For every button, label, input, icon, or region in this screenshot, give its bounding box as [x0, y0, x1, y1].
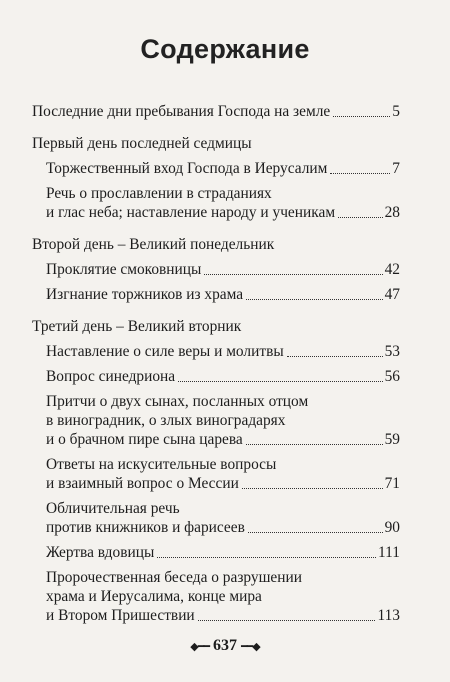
- dot-leader: [338, 217, 383, 218]
- toc-entry-line: и взаимный вопрос о Мессии: [46, 475, 239, 492]
- dot-leader: [333, 116, 390, 117]
- page-title: Содержание: [140, 34, 310, 64]
- toc-section-heading: Первый день последней седмицы: [32, 135, 252, 152]
- toc-entry-line: против книжников и фарисеев: [46, 519, 245, 536]
- toc-page-number: 28: [384, 204, 400, 221]
- toc-page-number: 59: [384, 431, 400, 448]
- toc-page-number: 5: [392, 103, 400, 120]
- dot-leader: [157, 557, 376, 558]
- toc-entry-line: в виноградник, о злых виноградарях: [46, 412, 286, 429]
- ornament-left-icon: ◆━━: [190, 640, 209, 653]
- toc-page-number: 42: [384, 261, 400, 278]
- toc-entry-line: Изгнание торжников из храма: [46, 286, 244, 303]
- page-number: 637: [213, 637, 237, 654]
- dot-leader: [242, 488, 383, 489]
- toc-entry-line: Вопрос синедриона: [46, 368, 176, 385]
- dot-leader: [246, 444, 383, 445]
- toc-page-number: 90: [384, 519, 400, 536]
- toc-entry-line: Проклятие смоковницы: [46, 261, 202, 278]
- toc-entry-line: и глас неба; наставление народу и ученикам: [46, 204, 336, 221]
- toc-page-number: 7: [392, 160, 400, 177]
- toc-entry[interactable]: [46, 260, 400, 279]
- toc-page-number: 113: [377, 607, 400, 624]
- dot-leader: [198, 620, 376, 621]
- ornament-right-icon: ━━◆: [241, 640, 260, 653]
- dot-leader: [287, 356, 383, 357]
- toc-section-heading: Второй день – Великий понедельник: [32, 236, 275, 253]
- toc-entry[interactable]: [32, 102, 400, 121]
- toc-page-number: 53: [384, 343, 400, 360]
- toc-section-heading: Третий день – Великий вторник: [32, 318, 242, 335]
- dot-leader: [204, 274, 382, 275]
- toc-entry[interactable]: [46, 367, 400, 386]
- toc-entry[interactable]: [46, 499, 400, 537]
- toc-entry-line: Притчи о двух сынах, посланных отцом: [46, 393, 309, 410]
- dot-leader: [330, 173, 390, 174]
- toc-page-number: 56: [384, 368, 400, 385]
- toc-entry-line: и о брачном пире сына царева: [46, 431, 243, 448]
- toc-page-number: 111: [378, 544, 400, 561]
- toc-entry-line: Наставление о силе веры и молитвы: [46, 343, 284, 360]
- toc-entry[interactable]: [46, 184, 400, 222]
- table-of-contents: [32, 102, 400, 625]
- toc-page-number: 71: [384, 475, 400, 492]
- toc-entry-line: Торжественный вход Господа в Иерусалим: [46, 160, 328, 177]
- toc-entry-line: храма и Иерусалима, конце мира: [46, 588, 262, 605]
- toc-entry-line: Пророчественная беседа о разрушении: [46, 569, 302, 586]
- toc-entry-line: Последние дни пребывания Господа на земле: [32, 103, 331, 120]
- dot-leader: [248, 532, 383, 533]
- toc-entry-line: и Втором Пришествии: [46, 607, 195, 624]
- page-footer: [0, 637, 450, 655]
- toc-entry[interactable]: [46, 568, 400, 625]
- toc-entry[interactable]: [46, 159, 400, 178]
- toc-entry[interactable]: [46, 392, 400, 449]
- toc-entry-line: Обличительная речь: [46, 500, 180, 517]
- toc-entry[interactable]: [46, 285, 400, 304]
- toc-entry-line: Жертва вдовицы: [46, 544, 155, 561]
- dot-leader: [178, 381, 383, 382]
- dot-leader: [246, 299, 383, 300]
- toc-entry-line: Речь о прославлении в страданиях: [46, 185, 272, 202]
- toc-entry[interactable]: [46, 543, 400, 562]
- toc-entry[interactable]: [46, 342, 400, 361]
- toc-entry[interactable]: [46, 455, 400, 493]
- toc-page-number: 47: [384, 286, 400, 303]
- toc-entry-line: Ответы на искусительные вопросы: [46, 456, 277, 473]
